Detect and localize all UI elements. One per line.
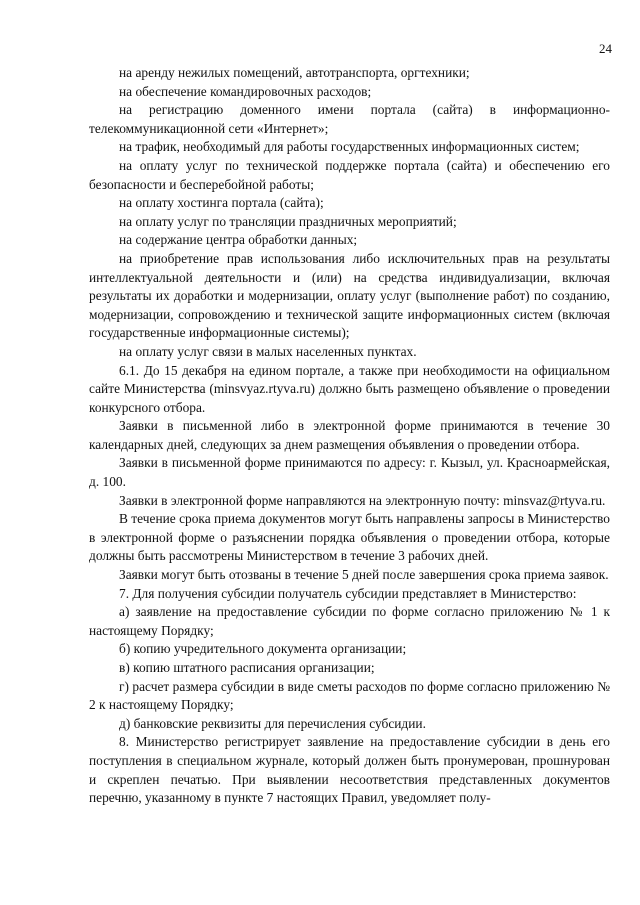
paragraph: 6.1. До 15 декабря на едином портале, а также при необходимости на официальном сайте Министерства (minsvyaz.rtyva.ru) должно быть размещено объявление о проведении конкурсного отбора. [89,362,610,415]
paragraph: В течение срока приема документов могут быть направлены запросы в Министерство в электронной форме о разъяснении порядка объявления о проведении отбора, которые должны быть рассмотрены Министерством в течение 3 рабочих дней. [89,511,610,564]
paragraph: б) копию учредительного документа организации; [119,641,407,657]
paragraph: Заявки в электронной форме направляются на электронную почту: minsvaz@rtyva.ru. [119,492,606,508]
paragraph: в) копию штатного расписания организации; [119,660,375,675]
paragraph: Заявки могут быть отозваны в течение 5 дней после завершения срока приема заявок. [119,567,609,583]
paragraph: на оплату услуг по трансляции праздничных мероприятий; [119,213,457,229]
paragraph: 7. Для получения субсидии получатель субсидии представляет в Министерство: [119,585,577,601]
paragraph: г) расчет размера субсидии в виде сметы расходов по форме согласно приложению № 2 к настоящему Порядку; [89,678,610,713]
paragraph: на обеспечение командировочных расходов; [119,83,372,99]
paragraph: 8. Министерство регистрирует заявление на предоставление субсидии в день его поступления в специальном журнале, который должен быть пронумерован, прошнурован и скреплен печатью. При выявлении несоответствия представленных документов перечню, указанному в пункте 7 настоящих Правил, уведомляет полу- [89,734,610,806]
paragraph: д) банковские реквизиты для перечисления субсидии. [119,715,426,731]
document-body [89,64,610,808]
paragraph: на оплату услуг связи в малых населенных пунктах. [119,343,417,359]
paragraph: на содержание центра обработки данных; [119,232,358,248]
paragraph: на аренду нежилых помещений, автотранспорта, оргтехники; [119,65,470,80]
page-number: 24 [599,41,612,56]
paragraph: на трафик, необходимый для работы государственных информационных систем; [119,139,580,155]
paragraph: Заявки в письменной либо в электронной форме принимаются в течение 30 календарных дней, следующих за днем размещения объявления о проведении отбора. [89,418,610,452]
paragraph: на регистрацию доменного имени портала (сайта) в информационно-телекоммуникационной сети «Интернет»; [89,102,610,136]
paragraph: на оплату хостинга портала (сайта); [119,195,324,211]
paragraph: Заявки в письменной форме принимаются по адресу: г. Кызыл, ул. Красноармейская, д. 100. [89,455,610,490]
paragraph: на оплату услуг по технической поддержке портала (сайта) и обеспечению его безопасности и бесперебойной работы; [89,157,610,192]
paragraph: а) заявление на предоставление субсидии по форме согласно приложению № 1 к настоящему Порядку; [89,604,610,638]
paragraph: на приобретение прав использования либо исключительных прав на результаты интеллектуальной деятельности и (или) на средства индивидуализации, включая результаты их доработки и модернизации, оплату услуг (выполнение работ) по созданию, модернизации, сопровождению и технической защите информационных систем (включая государственные информационные системы); [89,250,610,341]
